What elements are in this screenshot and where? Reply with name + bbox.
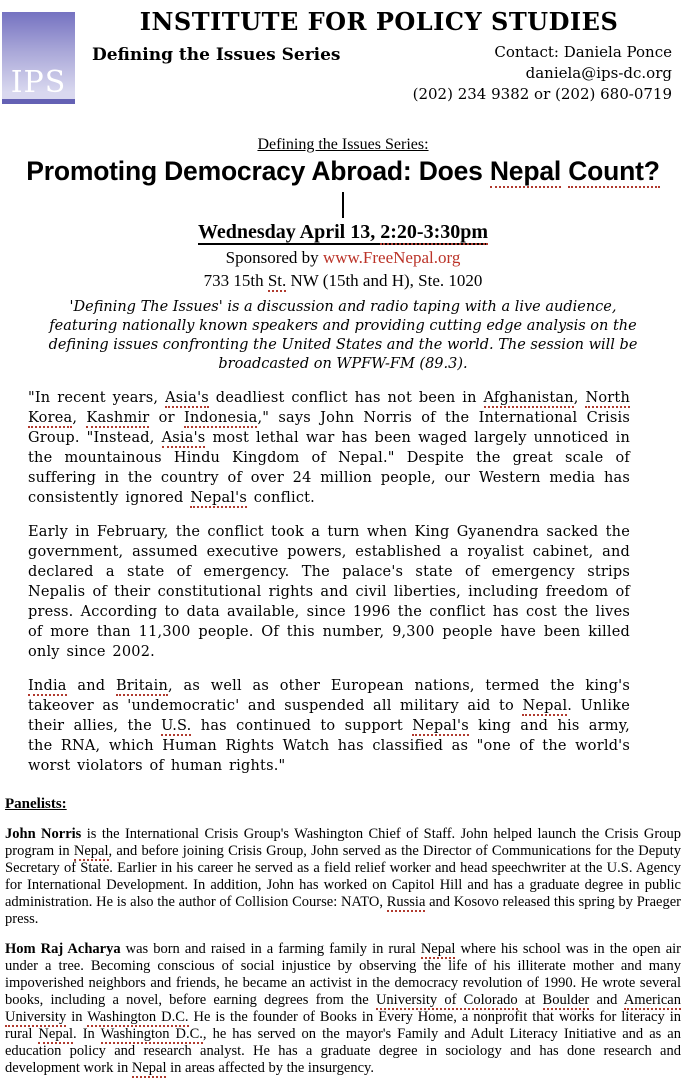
ips-logo-text: IPS <box>10 65 67 100</box>
text-segment: American University <box>5 991 681 1025</box>
text-segment: India <box>28 677 67 694</box>
text-segment: Promoting Democracy Abroad: Does <box>26 156 490 186</box>
bio-hom-raj-acharya <box>5 941 681 1077</box>
text-segment: University of Colorado <box>375 991 518 1008</box>
text-segment: Count? <box>568 156 660 186</box>
text-segment: Nepal <box>489 156 562 186</box>
panelists-heading: Panelists: <box>5 795 67 812</box>
text-segment: where his school was in the open air under a tree. Becoming conscious of social injustice by observing the life of his illiterate mother and many impoverished neighbors and friends, he became an activist in the democracy revolution of 1990. He wrote several books, including a novel, before earning degrees from the <box>5 940 681 1008</box>
text-segment: conflict. <box>246 489 315 506</box>
text-segment: has continued to support <box>191 717 413 734</box>
text-segment: Sponsored by <box>225 247 323 267</box>
body-paragraph-1 <box>28 388 630 508</box>
text-segment: Afghanistan <box>483 389 574 406</box>
text-segment: Washington D.C. <box>87 1008 189 1025</box>
text-segment: Indonesia <box>183 409 258 426</box>
text-segment: Nepal <box>38 1025 74 1042</box>
text-segment: Asia's <box>161 429 206 446</box>
text-segment: . In <box>73 1025 101 1042</box>
text-segment: Hom Raj Acharya <box>5 940 121 957</box>
text-segment: and <box>66 677 116 694</box>
text-segment: Washington D.C. <box>100 1025 203 1042</box>
text-segment: Nepal's <box>190 489 247 506</box>
address-line <box>0 271 686 291</box>
event-date-text <box>198 221 488 245</box>
text-segment: Nepal <box>73 842 109 859</box>
text-segment: most lethal war has been waged largely unnoticed in the mountainous Hindu Kingdom of Nepal." Despite the great scale of suffering in the country of over 24 million people, our Western media has consistently ignored <box>28 429 630 506</box>
text-segment: was born and raised in a farming family in rural <box>120 940 421 957</box>
text-segment: "In recent years, <box>28 389 166 406</box>
document-header <box>0 0 686 112</box>
text-segment: Wednesday April 13, <box>197 220 381 243</box>
text-segment: king and his army, the RNA, which Human Rights Watch has classified as "one of the world's worst violators of human rights." <box>28 717 630 774</box>
text-segment: in <box>66 1008 88 1025</box>
text-segment: 733 15th <box>203 270 268 290</box>
series-line <box>0 136 686 154</box>
text-segment: 2:20-3:30pm <box>380 220 489 243</box>
text-segment: at <box>517 991 543 1008</box>
text-segment: Nepal's <box>412 717 469 734</box>
freenepal-link[interactable]: www.FreeNepal.org <box>322 247 461 267</box>
text-segment: in areas affected by the insurgency. <box>166 1059 374 1076</box>
contact-block <box>413 42 672 105</box>
text-segment: , <box>573 389 586 406</box>
text-segment: Boulder <box>542 991 590 1008</box>
text-segment: . Unlike their allies, the <box>28 697 630 734</box>
ips-logo <box>2 12 75 104</box>
text-segment: NW (15th and H), Ste. 1020 <box>286 270 483 290</box>
text-segment: ," says John Norris of the International Crisis Group. "Instead, <box>28 409 630 446</box>
text-segment: , as well as other European nations, termed the king's takeover as 'undemocratic' and suspended all military aid to <box>28 677 631 714</box>
text-segment: John Norris <box>5 825 82 842</box>
text-segment: He is the founder of Books in Every Home, a nonprofit that works for literacy in rural <box>5 1008 681 1042</box>
series-description: 'Defining The Issues' is a discussion and radio taping with a live audience, featuring nationally known speakers and providing cutting edge analysis on the defining issues confronting the United States and the world. The session will be broadcasted on WPFW-FM (89.3). <box>48 298 638 372</box>
series-label: Defining the Issues Series <box>92 44 341 65</box>
text-segment: St. <box>267 270 287 290</box>
text-segment: and Kosovo released this spring by Praeger press. <box>5 893 681 927</box>
text-segment: Britain <box>115 677 169 694</box>
event-date <box>0 221 686 244</box>
text-segment: Early in February, the conflict took a turn when King Gyanendra sacked the government, assumed executive powers, established a royalist cabinet, and declared a state of emergency. The palace's state of emergency strips Nepalis of their constitutional rights and civil liberties, including freedom of press. According to data available, since 1996 the conflict has cost the lives of more than 11,300 people. Of this number, 9,300 people have been killed only since 2002. <box>28 523 630 660</box>
org-title: INSTITUTE FOR POLICY STUDIES <box>139 7 619 36</box>
body-paragraph-2 <box>28 522 630 662</box>
header-row <box>92 42 672 105</box>
text-segment: , he has served on the mayor's Family and Adult Literacy Initiative and as an education policy and research analyst. He has a graduate degree in sociology and has done research and development work in <box>5 1025 681 1076</box>
text-segment: Nepal <box>420 940 456 957</box>
text-segment: and <box>589 991 624 1008</box>
text-segment: Kashmir <box>86 409 150 426</box>
text-segment: Asia's <box>165 389 209 406</box>
text-segment: U.S. <box>161 717 192 734</box>
text-segment: Nepal <box>522 697 568 714</box>
text-segment: deadliest conflict has not been in <box>208 389 484 406</box>
text-segment: Nepal <box>131 1059 167 1076</box>
series-line-text: Defining the Issues Series: <box>257 136 429 153</box>
body-paragraph-3 <box>28 676 630 776</box>
contact-email: daniela@ips-dc.org <box>525 63 672 82</box>
contact-name: Contact: Daniela Ponce <box>494 42 672 61</box>
text-segment: , and before joining Crisis Group, John served as the Director of Communications for the Deputy Secretary of State. Earlier in his career he served as a field relief worker and head speechwriter at the U.S. Agency for International Development. In addition, John has worked on Capitol Hill and has a graduate degree in public administration. He is also the author of Collision Course: NATO, <box>5 842 681 910</box>
vertical-divider <box>342 192 344 218</box>
contact-phones: (202) 234 9382 or (202) 680-0719 <box>412 84 672 103</box>
text-segment: , <box>72 409 87 426</box>
text-segment: or <box>149 409 184 426</box>
text-segment: is the International Crisis Group's Washington Chief of Staff. John helped launch the Crisis Group program in <box>5 825 681 859</box>
text-segment: North Korea <box>28 389 630 426</box>
sponsor-line <box>0 248 686 268</box>
event-title <box>6 157 680 187</box>
bio-john-norris <box>5 826 681 928</box>
text-segment: Russia <box>386 893 426 910</box>
